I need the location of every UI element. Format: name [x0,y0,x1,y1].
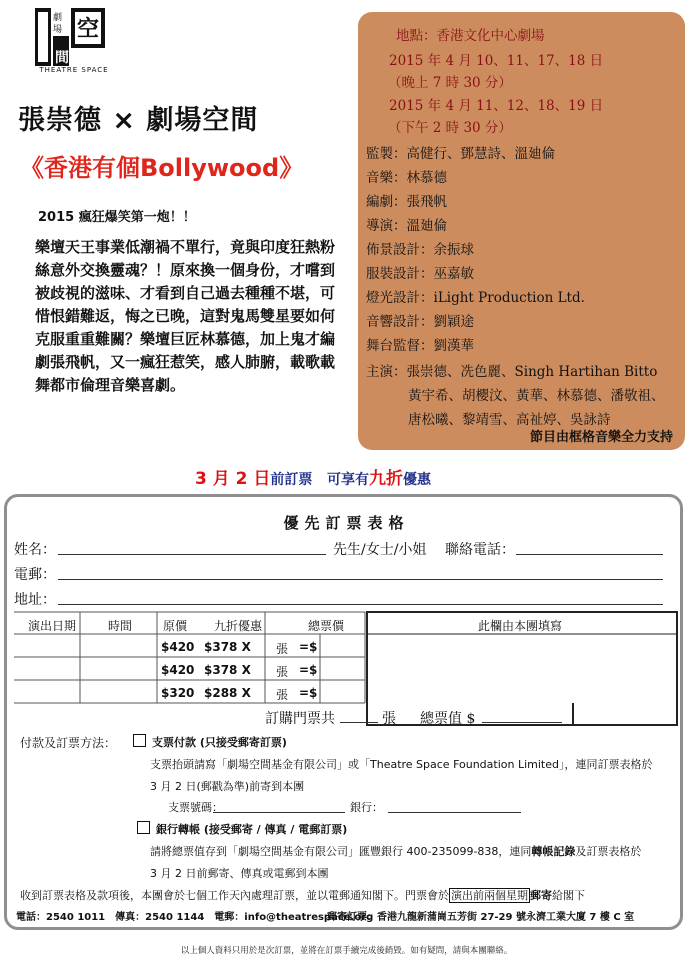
transfer-text-2: 3 月 2 日前郵寄、傳真或電郵到本團 [150,867,329,880]
kicker-text: 2015 瘋狂爆笑第一炮！！ [38,210,196,225]
credit-sound: 音響設計：劉穎途 [366,314,474,330]
show-description: 樂壇天王事業低潮禍不單行，竟與印度狂熱粉絲意外交換靈魂？！原來換一個身份，才嚐到被歧視的滋味、才看到自己過去種種不堪，可惜恨錯難返，悔之已晚，這對鬼馬雙星要如何克服重重難關？樂壇巨匠林慕德，加上鬼才編劇張飛帆，又一瘋狂惹笑，感人肺腑，載歌載舞都市倫理音樂喜劇。 [35,238,336,394]
cheque-text-2: 3 月 2 日(郵戳為準)前寄到本團 [150,780,305,793]
svg-text:間: 間 [55,50,69,66]
show-title: 《香港有個Bollywood》 [20,154,304,182]
office-use-label: 此欄由本團填寫 [478,619,563,633]
row1-unit: 張 [276,642,289,656]
cheque-title: 支票付款 (只接受郵寄訂票) [152,736,287,749]
phone-label: 聯絡電話： [445,542,515,558]
row2-eq: =$ [299,663,318,677]
credit-producer: 監製：高健行、鄧慧詩、溫廸倫 [366,146,555,162]
discount-notice: 3 月 2 日前訂票 可享有九折優惠 [195,469,432,489]
total-unit: 張 [382,711,396,727]
row3-eq: =$ [299,686,318,700]
main-title: 張崇德 × 劇場空間 [18,105,259,136]
cast-line-2: 黃宇希、胡櫻汶、黃華、林慕德、潘敬祖、 [408,388,665,404]
processing-notice: 收到訂票表格及款項後，本團會於七個工作天內處理訂票，並以電郵通知閣下。門票會於 演出前兩個星期 郵寄給閣下 [20,889,585,902]
row2-price: $420 [161,663,195,677]
cast-line-1: 主演：張崇德、冼色麗、Singh Hartihan Bitto [366,364,658,380]
payment-label: 付款及訂票方法： [20,736,117,750]
row2-discount: $378 X [204,663,251,677]
row1-price: $420 [161,640,195,654]
credit-lighting: 燈光設計：iLight Production Ltd. [366,290,585,306]
cast-line-3: 唐松曦、黎靖雪、高祉婷、吳詠詩 [408,412,611,428]
bank-transfer-checkbox[interactable] [137,821,150,834]
email-label: 電郵： [14,567,56,583]
transfer-text-1: 請將總票值存到「劇場空間基金有限公司」匯豐銀行 400-235099-838，連同轉帳記錄及訂票表格於 [150,845,642,858]
bank-field[interactable] [388,812,521,813]
matinee-dates: 2015 年 4 月 11、12、18、19 日 [389,98,604,114]
matinee-time: （下午 2 時 30 分） [388,120,512,136]
col-discount: 九折優惠 [214,619,263,633]
discount-rate: 九折 [369,469,404,489]
logo-subtitle: THEATRE SPACE [39,66,109,74]
col-price: 原價 [163,619,188,633]
col-date: 演出日期 [28,619,77,633]
col-total: 總票價 [308,619,345,633]
evening-dates: 2015 年 4 月 10、11、17、18 日 [389,53,604,69]
name-label: 姓名： [14,542,56,558]
cheque-number-field[interactable] [213,812,345,813]
row1-discount: $378 X [204,640,251,654]
cheque-number-label: 支票號碼： [168,801,223,814]
discount-date: 3 月 2 日 [195,469,271,489]
evening-time: （晚上 7 時 30 分） [388,75,512,91]
total-tickets-field[interactable] [340,722,378,723]
row3-unit: 張 [276,688,289,702]
row3-price: $320 [161,686,195,700]
venue: 地點：香港文化中心劇場 [396,28,545,44]
form-title: 優先訂票表格 [283,514,410,532]
sponsor-note: 節目由框格音樂全力支持 [529,430,673,445]
svg-text:空: 空 [77,17,100,42]
bank-label: 銀行： [350,801,383,814]
privacy-note: 以上個人資料只用於是次訂票，並將在訂票手續完成後銷毀。如有疑問，請與本團聯絡。 [180,946,513,956]
row2-unit: 張 [276,665,289,679]
credit-stage-manager: 舞台監督：劉漢華 [366,338,474,354]
credit-playwright: 編劇：張飛帆 [366,194,447,210]
svg-text:劇: 劇 [53,13,63,23]
transfer-title: 銀行轉帳 (接受郵寄 / 傳真 / 電郵訂票) [156,823,348,836]
cheque-text-1: 支票抬頭請寫「劇場空間基金有限公司」或「Theatre Space Foundation Limited」，連同訂票表格於 [150,758,653,771]
credit-costume: 服裝設計：巫嘉敏 [366,266,474,282]
address-label: 地址： [14,592,56,608]
mail-address: 郵寄訂票：香港九龍新蒲崗五芳街 27-29 號永濟工業大廈 7 樓 C 室 [327,912,635,923]
contact-info: 電話：2540 1011 傳真：2540 1144 電郵：info@theatrespace.org [16,912,374,923]
credit-music: 音樂：林慕德 [366,170,447,186]
total-value-label: 總票值 $ [420,711,476,727]
total-tickets-label: 訂購門票共 [265,711,335,727]
svg-text:場: 場 [53,25,63,35]
row1-eq: =$ [299,640,318,654]
row3-discount: $288 X [204,686,251,700]
credit-set-design: 佈景設計：余振球 [366,242,474,258]
cheque-checkbox[interactable] [133,734,146,747]
credit-director: 導演：溫廸倫 [366,218,447,234]
total-value-field[interactable] [482,722,562,723]
salutation: 先生/女士/小姐 [333,542,427,558]
col-time: 時間 [108,619,133,633]
